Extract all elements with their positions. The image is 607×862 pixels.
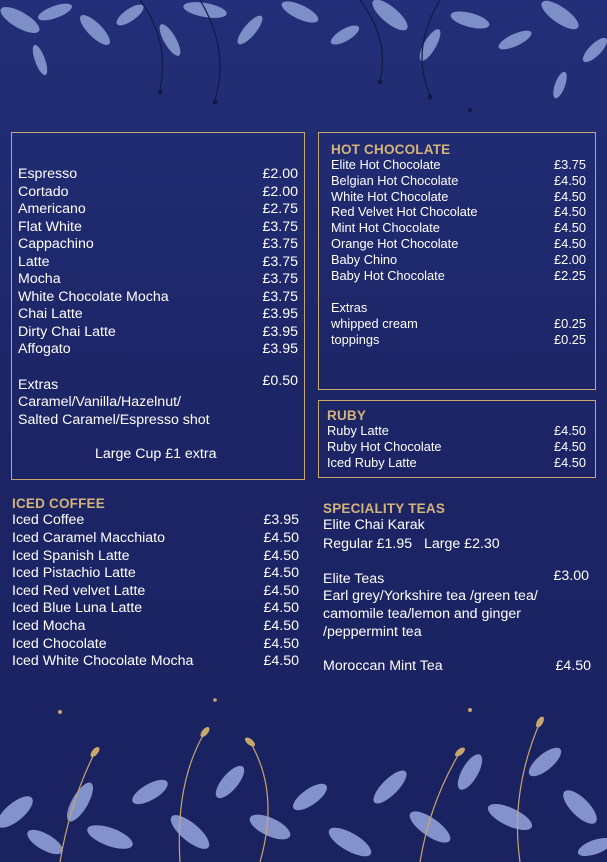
item-name: Baby Chino <box>331 252 398 267</box>
item-price: £4.50 <box>263 565 299 581</box>
item-price: £4.50 <box>553 423 586 438</box>
item-name: Iced Ruby Latte <box>327 455 417 470</box>
menu-item <box>327 439 586 454</box>
elite-teas-row <box>323 568 589 587</box>
item-price: £0.25 <box>553 316 586 331</box>
item-price: £3.75 <box>262 288 298 305</box>
menu-item <box>18 184 298 200</box>
item-name: Belgian Hot Chocolate <box>331 173 459 188</box>
top-foliage-decoration <box>0 0 607 130</box>
item-price: £4.50 <box>263 653 299 669</box>
item-price: £3.75 <box>262 253 298 270</box>
item-price: £0.25 <box>553 332 586 347</box>
item-name: White Chocolate Mocha <box>18 288 169 305</box>
item-name: Moroccan Mint Tea <box>323 658 443 674</box>
item-name: Elite Hot Chocolate <box>331 157 441 172</box>
item-price: £4.50 <box>553 189 586 204</box>
elite-teas-options: camomile tea/lemon and ginger <box>323 606 521 622</box>
item-price: £3.95 <box>263 512 299 528</box>
menu-item <box>12 600 299 616</box>
item-name: Latte <box>18 253 50 270</box>
item-price: £2.00 <box>262 183 298 200</box>
menu-item <box>327 455 586 470</box>
item-name: Iced Pistachio Latte <box>12 565 136 581</box>
extras-options-line: Caramel/Vanilla/Hazelnut/ <box>18 394 181 410</box>
menu-item <box>12 618 299 634</box>
menu-item <box>331 236 586 251</box>
item-name: Americano <box>18 201 86 217</box>
menu-item <box>18 219 298 235</box>
item-name: Cortado <box>18 183 69 200</box>
item-name: Iced Coffee <box>12 512 85 528</box>
menu-item <box>18 254 298 270</box>
item-price: £3.95 <box>262 323 298 340</box>
item-price: £4.50 <box>555 658 591 674</box>
elite-teas-options: Earl grey/Yorkshire tea /green tea/ <box>323 588 538 604</box>
item-price: £2.00 <box>553 252 586 267</box>
item-price: £4.50 <box>553 439 586 454</box>
menu-item <box>331 268 586 283</box>
chai-karak-name: Elite Chai Karak <box>323 517 425 533</box>
item-name: toppings <box>331 332 380 347</box>
menu-item <box>18 341 298 357</box>
item-name: Iced Spanish Latte <box>12 547 130 564</box>
item-name: Red Velvet Hot Chocolate <box>331 204 478 219</box>
item-price: £4.50 <box>553 236 586 251</box>
menu-item <box>331 252 586 267</box>
extras-item <box>331 332 586 347</box>
large-cup-note: Large Cup £1 extra <box>95 446 217 462</box>
menu-item <box>18 271 298 287</box>
extras-label: Extras <box>18 377 59 393</box>
coffee-extras-row <box>18 373 298 393</box>
item-price: £4.50 <box>263 618 299 634</box>
menu-item <box>331 189 586 204</box>
item-price: £3.75 <box>553 157 586 172</box>
item-price: £4.50 <box>263 530 299 546</box>
item-name: Elite Teas <box>323 571 385 587</box>
item-price: £4.50 <box>263 635 299 652</box>
menu-item <box>331 173 586 188</box>
bottom-foliage-decoration <box>0 692 607 862</box>
menu-item <box>18 236 298 252</box>
item-price: £3.75 <box>262 218 298 235</box>
item-name: Baby Hot Chocolate <box>331 268 445 283</box>
menu-item <box>18 306 298 322</box>
item-name: Iced Blue Luna Latte <box>12 600 143 616</box>
item-name: Orange Hot Chocolate <box>331 236 459 251</box>
item-name: Cappachino <box>18 236 94 252</box>
item-name: White Hot Chocolate <box>331 189 449 204</box>
item-price: £2.00 <box>262 166 298 182</box>
menu-item <box>12 583 299 599</box>
item-name: Espresso <box>18 166 78 182</box>
section-title: RUBY <box>327 408 367 423</box>
elite-teas-options: /peppermint tea <box>323 624 422 640</box>
item-price: £4.50 <box>553 173 586 188</box>
section-title: ICED COFFEE <box>12 496 105 511</box>
item-price: £2.25 <box>553 268 586 283</box>
item-price: £2.75 <box>262 201 298 217</box>
item-name: Iced White Chocolate Mocha <box>12 653 194 669</box>
menu-item <box>12 636 299 652</box>
item-price: £4.50 <box>553 455 586 470</box>
menu-item <box>12 512 299 528</box>
item-name: Mocha <box>18 271 61 287</box>
item-name: Affogato <box>18 341 71 357</box>
menu-item <box>12 565 299 581</box>
item-name: Flat White <box>18 218 82 235</box>
menu-item <box>12 530 299 546</box>
menu-item <box>327 423 586 438</box>
section-title: HOT CHOCOLATE <box>331 142 451 157</box>
extras-options-line: Salted Caramel/Espresso shot <box>18 412 210 428</box>
item-price: £4.50 <box>263 547 299 564</box>
item-name: Ruby Hot Chocolate <box>327 439 442 454</box>
item-price: £3.95 <box>262 306 298 322</box>
extras-price: £0.50 <box>262 373 298 389</box>
item-price: £4.50 <box>553 204 586 219</box>
extras-item <box>331 316 586 331</box>
item-name: Iced Mocha <box>12 618 86 634</box>
item-name: Iced Chocolate <box>12 635 107 652</box>
item-name: Iced Red velvet Latte <box>12 582 146 599</box>
item-name: Ruby Latte <box>327 423 389 438</box>
menu-item <box>18 166 298 182</box>
menu-item <box>12 548 299 564</box>
moroccan-mint-row <box>323 658 591 674</box>
menu-item <box>331 220 586 235</box>
menu-item <box>18 201 298 217</box>
menu-item <box>18 324 298 340</box>
item-price: £3.00 <box>553 568 589 584</box>
item-name: Iced Caramel Macchiato <box>12 530 165 546</box>
item-price: £4.50 <box>263 582 299 599</box>
menu-item <box>12 653 299 669</box>
item-name: Dirty Chai Latte <box>18 323 116 340</box>
menu-item <box>18 289 298 305</box>
section-title: SPECIALITY TEAS <box>323 501 446 516</box>
hot-chocolate-extras-label: Extras <box>331 300 368 315</box>
chai-karak-sizes: Regular £1.95 Large £2.30 <box>323 536 500 552</box>
item-name: Chai Latte <box>18 306 83 322</box>
item-price: £3.75 <box>262 271 298 287</box>
item-name: Mint Hot Chocolate <box>331 220 440 235</box>
menu-item <box>331 157 586 172</box>
item-price: £3.95 <box>262 341 298 357</box>
item-price: £3.75 <box>262 236 298 252</box>
item-name: whipped cream <box>331 316 418 331</box>
menu-item <box>331 204 586 219</box>
item-price: £4.50 <box>553 220 586 235</box>
item-price: £4.50 <box>263 600 299 616</box>
